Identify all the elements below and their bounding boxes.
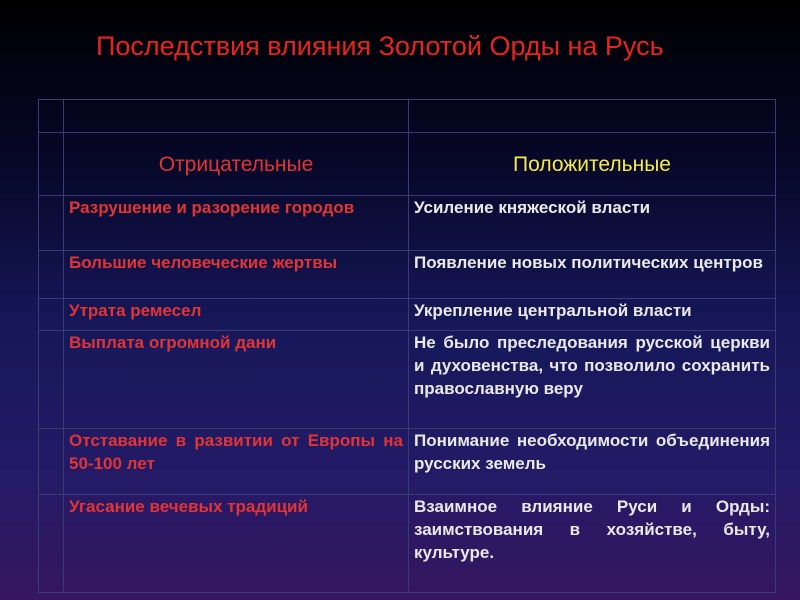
negative-cell: Большие человеческие жертвы (64, 251, 409, 299)
slide-title: Последствия влияния Золотой Орды на Русь (96, 31, 664, 61)
positive-cell: Укрепление центральной власти (409, 299, 776, 331)
table-row (39, 331, 776, 429)
positive-cell: Не было преследования русской церкви и духовенства, что позволило сохранить православную веру (409, 331, 776, 429)
negative-cell: Утрата ремесел (64, 299, 409, 331)
negative-cell: Разрушение и разорение городов (64, 196, 409, 251)
negative-cell: Угасание вечевых традиций (64, 495, 409, 593)
table-row (39, 299, 776, 331)
consequences-table (38, 99, 776, 593)
table-row (39, 251, 776, 299)
header-negative: Отрицательные (64, 133, 409, 196)
positive-cell: Взаимное влияние Руси и Орды: заимствования в хозяйстве, быту, культуре. (409, 495, 776, 593)
header-positive: Положительные (409, 133, 776, 196)
negative-cell: Отставание в развитии от Европы на 50-100 лет (64, 429, 409, 495)
table-row (39, 196, 776, 251)
table-top-row (39, 100, 776, 133)
table-row (39, 429, 776, 495)
positive-cell: Появление новых политических центров (409, 251, 776, 299)
negative-cell: Выплата огромной дани (64, 331, 409, 429)
table-header-row (39, 133, 776, 196)
table-row (39, 495, 776, 593)
positive-cell: Усиление княжеской власти (409, 196, 776, 251)
positive-cell: Понимание необходимости объединения русских земель (409, 429, 776, 495)
